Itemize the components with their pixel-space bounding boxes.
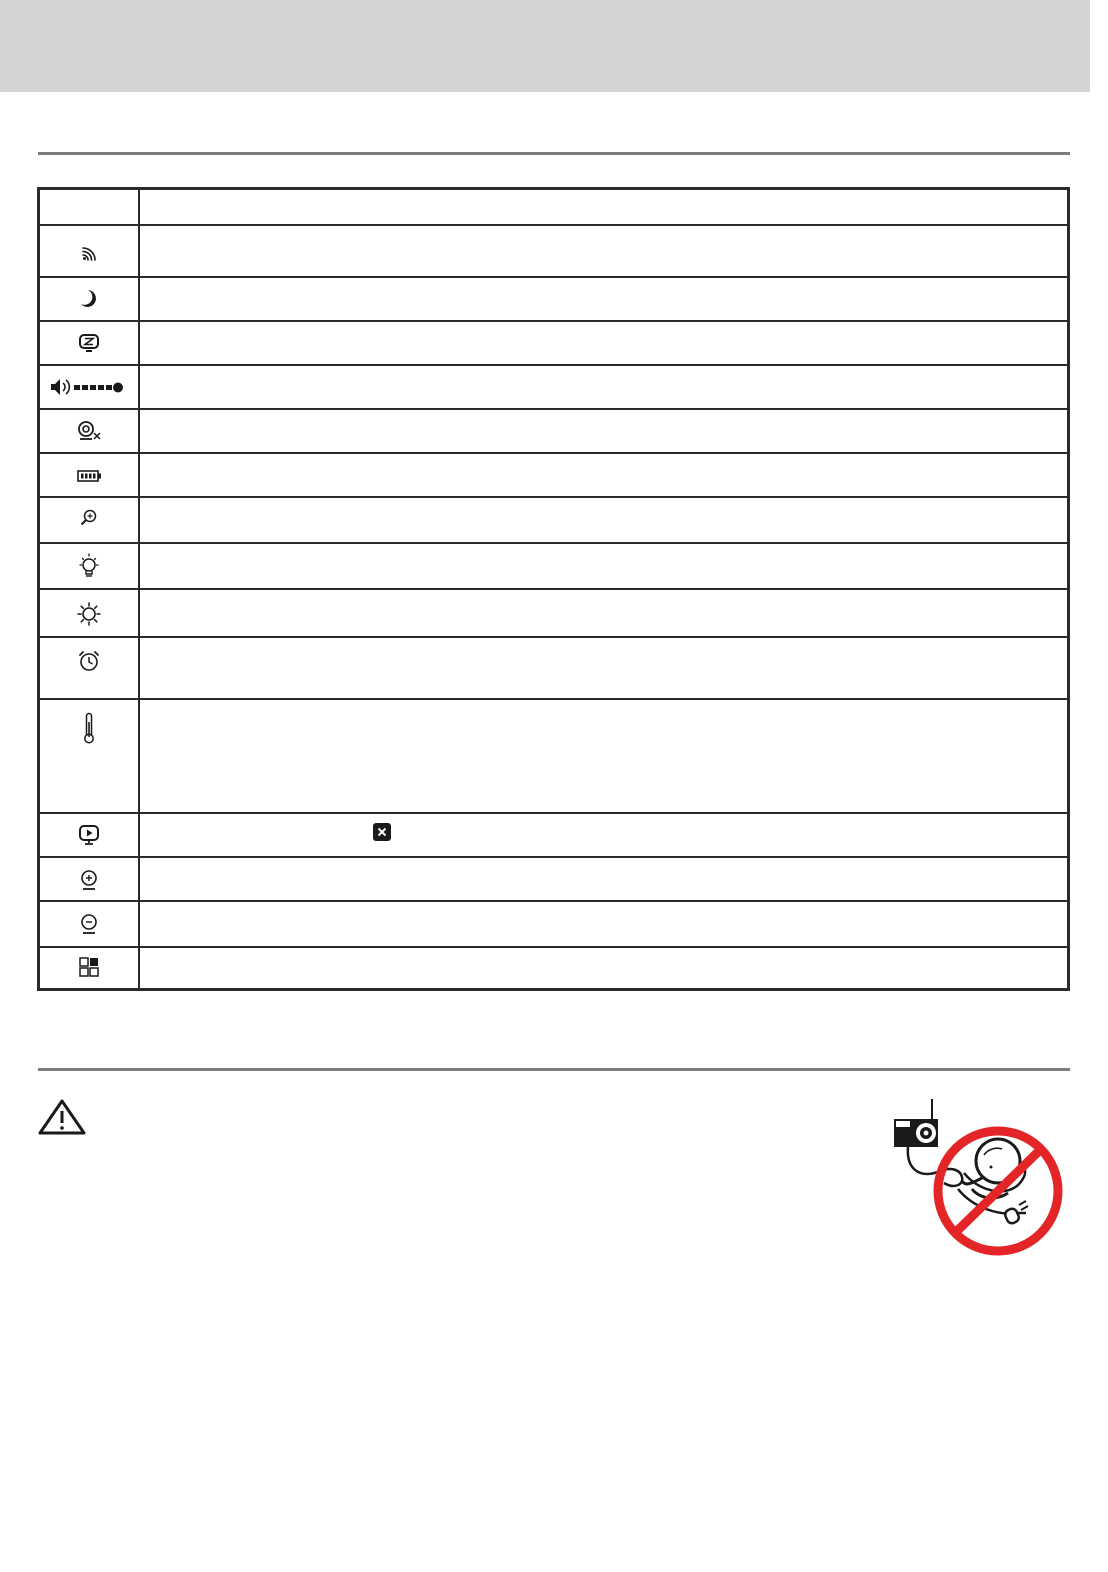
signal-strength-icon [40,226,138,278]
header-band [0,0,1090,92]
row-description [140,858,1067,902]
table-row [40,276,1067,322]
close-box-icon [373,823,391,841]
table-row [40,364,1067,410]
row-description [140,410,1067,454]
camera-off-icon [40,410,138,454]
table-header-row [40,190,1067,224]
alarm-clock-icon [40,638,138,700]
table-row [40,636,1067,700]
table-row [40,856,1067,902]
table-row [40,698,1067,814]
camera-remove-icon [40,902,138,948]
row-description [140,590,1067,638]
table-row [40,812,1067,858]
table-row [40,452,1067,498]
icon-column-header [40,190,138,224]
row-description [140,226,1067,278]
table-row [40,900,1067,948]
icon-legend-table [37,187,1070,991]
row-description [140,638,1067,700]
brightness-icon [40,590,138,638]
description-column-header [140,190,1067,224]
table-row [40,946,1067,990]
row-description [140,454,1067,498]
row-description [140,322,1067,366]
monitor-screen-icon [40,322,138,366]
row-description [140,700,1067,814]
table-row [40,496,1067,544]
table-row [40,408,1067,454]
table-row [40,224,1067,278]
row-description [140,544,1067,590]
row-description [140,902,1067,948]
camera-add-icon [40,858,138,902]
table-row [40,320,1067,366]
row-description [140,278,1067,322]
thermometer-icon [40,700,138,814]
row-description [140,948,1067,990]
night-light-icon [40,544,138,590]
split-view-grid-icon [40,948,138,990]
cable-strangulation-prohibited-icon [888,1097,1068,1257]
section-divider-top [38,152,1070,155]
night-mode-moon-icon [40,278,138,322]
table-row [40,588,1067,638]
battery-level-icon [40,454,138,498]
volume-level-icon [40,366,138,410]
row-description [140,498,1067,544]
table-row [40,542,1067,590]
screen-play-icon [40,814,138,858]
row-description [140,366,1067,410]
row-description [140,814,1067,858]
section-divider-bottom [38,1068,1070,1071]
zoom-icon [40,498,138,544]
warning-triangle-icon [37,1098,87,1136]
